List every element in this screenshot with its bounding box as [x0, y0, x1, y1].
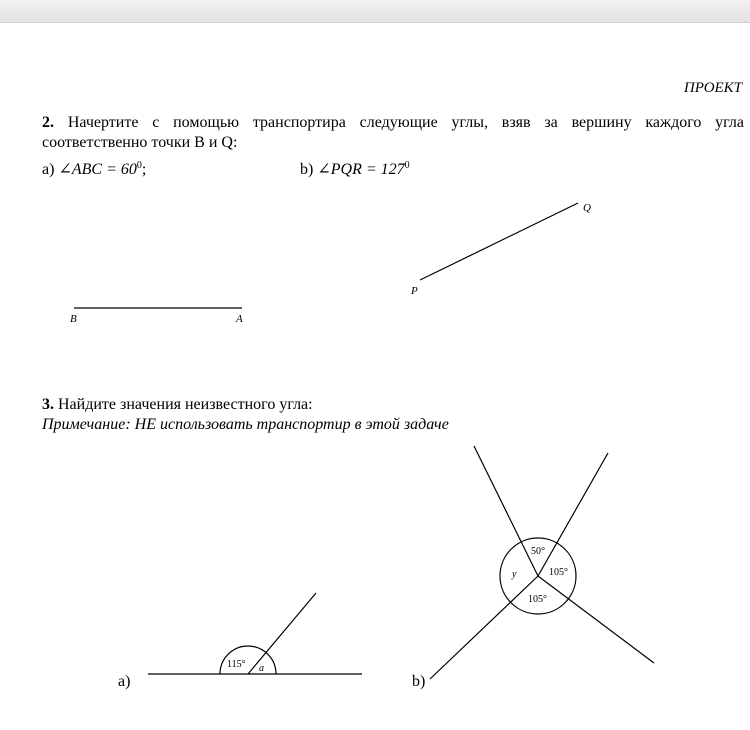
- fig-b-ray-upper-right: [538, 453, 608, 576]
- fig-b-unknown-angle: y: [512, 569, 517, 580]
- task-3-number: 3.: [42, 396, 54, 413]
- point-p-label: P: [411, 285, 418, 297]
- point-a-label: A: [236, 313, 243, 325]
- task-2-number: 2.: [42, 114, 54, 131]
- fig-a-known-angle: 115°: [227, 659, 246, 670]
- point-b-label: B: [70, 313, 77, 325]
- item-a-suffix: ;: [141, 161, 147, 178]
- task-3-note: Примечание: НЕ использовать транспортир в этой задаче: [42, 416, 449, 433]
- item-b-angle: ∠PQR = 127: [317, 161, 405, 178]
- fig-a-unknown-angle: a: [259, 663, 264, 674]
- item-a-degree: 0: [136, 160, 142, 171]
- project-label: ПРОЕКТ: [683, 80, 742, 96]
- figure-b-label: b): [412, 673, 426, 690]
- segment-pq: [420, 203, 578, 280]
- item-b-degree: 0: [404, 160, 410, 171]
- figure-a-label: a): [118, 673, 131, 690]
- fig-b-ray-lower-left: [430, 576, 538, 679]
- fig-b-angle-top: 50°: [531, 546, 545, 557]
- task-2-text: Начертите с помощью транспортира следующие углы, взяв за вершину каждого угла соответственно точки B и Q:: [42, 114, 745, 151]
- item-a-prefix: a): [42, 161, 55, 178]
- fig-b-ray-lower-right: [538, 576, 654, 663]
- item-b-prefix: b): [300, 161, 314, 178]
- task-3-text: Найдите значения неизвестного угла:: [58, 396, 313, 413]
- point-q-label: Q: [583, 202, 591, 214]
- fig-a-ray: [248, 593, 316, 674]
- fig-b-angle-bottom: 105°: [528, 594, 547, 605]
- fig-b-angle-right: 105°: [549, 567, 568, 578]
- item-a-angle: ∠ABC = 60: [58, 161, 137, 178]
